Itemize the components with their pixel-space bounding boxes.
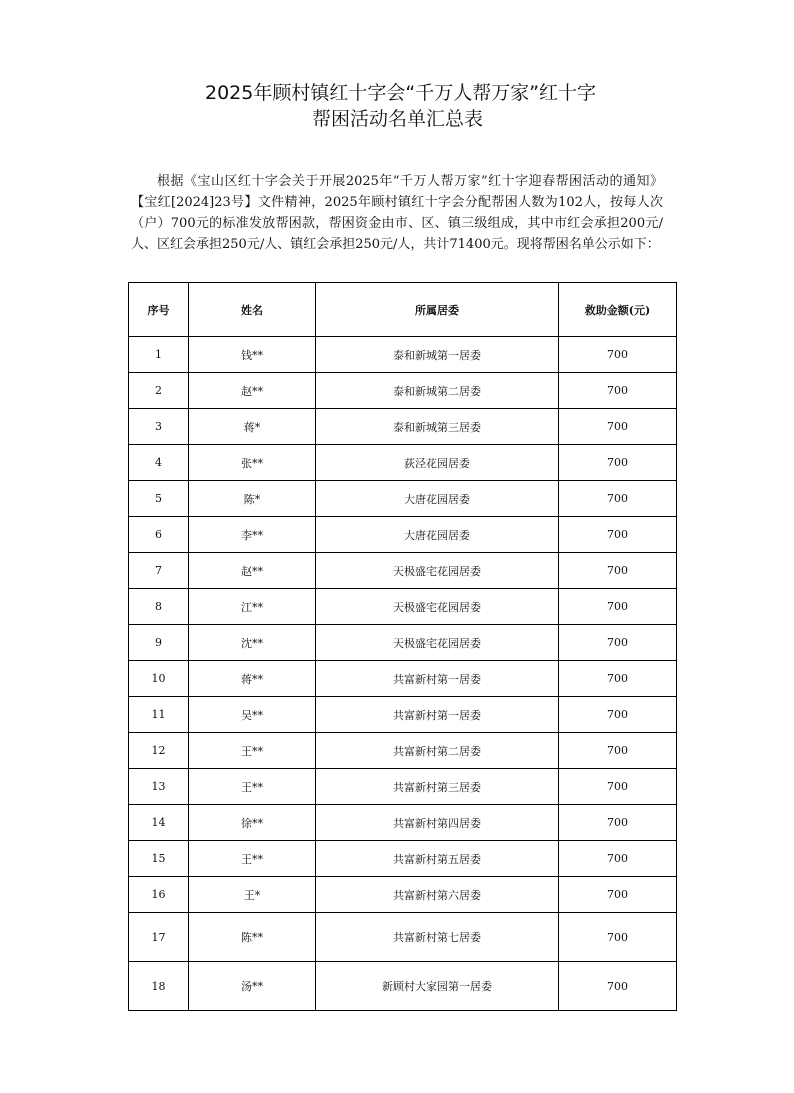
- header-committee: 所属居委: [316, 283, 559, 337]
- cell-amount: 700: [559, 913, 677, 962]
- cell-name: 陈*: [189, 481, 316, 517]
- cell-index: 15: [129, 841, 189, 877]
- table-row: [129, 625, 677, 661]
- cell-name: 张**: [189, 445, 316, 481]
- cell-index: 5: [129, 481, 189, 517]
- cell-name: 李**: [189, 517, 316, 553]
- cell-index: 18: [129, 962, 189, 1011]
- table-row: [129, 841, 677, 877]
- cell-index: 9: [129, 625, 189, 661]
- cell-index: 4: [129, 445, 189, 481]
- cell-name: 赵**: [189, 373, 316, 409]
- table-row: [129, 733, 677, 769]
- cell-name: 蒋**: [189, 661, 316, 697]
- cell-committee: 天极盛宅花园居委: [316, 553, 559, 589]
- table-row: [129, 589, 677, 625]
- cell-committee: 新顾村大家园第一居委: [316, 962, 559, 1011]
- cell-committee: 泰和新城第一居委: [316, 337, 559, 373]
- table-row: [129, 769, 677, 805]
- table-row: [129, 445, 677, 481]
- cell-amount: 700: [559, 409, 677, 445]
- cell-amount: 700: [559, 805, 677, 841]
- table-row: [129, 913, 677, 962]
- cell-index: 14: [129, 805, 189, 841]
- cell-committee: 共富新村第五居委: [316, 841, 559, 877]
- cell-name: 王**: [189, 733, 316, 769]
- cell-name: 徐**: [189, 805, 316, 841]
- cell-name: 赵**: [189, 553, 316, 589]
- cell-amount: 700: [559, 877, 677, 913]
- cell-amount: 700: [559, 697, 677, 733]
- cell-committee: 共富新村第三居委: [316, 769, 559, 805]
- header-name: 姓名: [189, 283, 316, 337]
- cell-name: 王**: [189, 841, 316, 877]
- table-row: [129, 661, 677, 697]
- intro-paragraph: 根据《宝山区红十字会关于开展2025年“千万人帮万家”红十字迎春帮困活动的通知》【宝红[2024]23号】文件精神，2025年顾村镇红十字会分配帮困人数为102人，按每人次（户）700元的标准发放帮困款，帮困资金由市、区、镇三级组成，其中市红会承担200元/人、区红会承担250元/人、镇红会承担250元/人，共计71400元。现将帮困名单公示如下：: [131, 174, 663, 252]
- aid-list-table: [128, 282, 677, 1011]
- cell-amount: 700: [559, 661, 677, 697]
- cell-committee: 共富新村第二居委: [316, 733, 559, 769]
- cell-index: 6: [129, 517, 189, 553]
- cell-committee: 泰和新城第二居委: [316, 373, 559, 409]
- table-row: [129, 481, 677, 517]
- cell-index: 16: [129, 877, 189, 913]
- cell-name: 汤**: [189, 962, 316, 1011]
- table-row: [129, 962, 677, 1011]
- cell-amount: 700: [559, 962, 677, 1011]
- cell-committee: 天极盛宅花园居委: [316, 625, 559, 661]
- cell-name: 陈**: [189, 913, 316, 962]
- cell-amount: 700: [559, 733, 677, 769]
- cell-committee: 大唐花园居委: [316, 481, 559, 517]
- cell-amount: 700: [559, 373, 677, 409]
- table-header-row: [129, 283, 677, 337]
- cell-index: 8: [129, 589, 189, 625]
- cell-committee: 共富新村第四居委: [316, 805, 559, 841]
- table-row: [129, 553, 677, 589]
- table-row: [129, 373, 677, 409]
- table-row: [129, 337, 677, 373]
- header-index: 序号: [129, 283, 189, 337]
- cell-committee: 共富新村第六居委: [316, 877, 559, 913]
- cell-name: 王**: [189, 769, 316, 805]
- cell-committee: 共富新村第七居委: [316, 913, 559, 962]
- cell-amount: 700: [559, 337, 677, 373]
- cell-index: 13: [129, 769, 189, 805]
- table-row: [129, 877, 677, 913]
- table-row: [129, 697, 677, 733]
- cell-amount: 700: [559, 517, 677, 553]
- cell-index: 3: [129, 409, 189, 445]
- cell-index: 7: [129, 553, 189, 589]
- cell-index: 2: [129, 373, 189, 409]
- title-line-2: 帮困活动名单汇总表: [312, 108, 484, 130]
- table-row: [129, 805, 677, 841]
- cell-amount: 700: [559, 445, 677, 481]
- cell-name: 沈**: [189, 625, 316, 661]
- header-amount: 救助金额(元): [559, 283, 677, 337]
- cell-index: 12: [129, 733, 189, 769]
- cell-amount: 700: [559, 841, 677, 877]
- cell-index: 17: [129, 913, 189, 962]
- cell-committee: 泰和新城第三居委: [316, 409, 559, 445]
- cell-amount: 700: [559, 481, 677, 517]
- title-line-1: 2025年顾村镇红十字会“千万人帮万家”红十字: [205, 82, 597, 104]
- cell-amount: 700: [559, 769, 677, 805]
- cell-committee: 共富新村第一居委: [316, 661, 559, 697]
- cell-amount: 700: [559, 589, 677, 625]
- cell-committee: 大唐花园居委: [316, 517, 559, 553]
- table-row: [129, 409, 677, 445]
- table-row: [129, 517, 677, 553]
- cell-amount: 700: [559, 625, 677, 661]
- cell-name: 江**: [189, 589, 316, 625]
- cell-index: 1: [129, 337, 189, 373]
- cell-name: 蒋*: [189, 409, 316, 445]
- cell-committee: 共富新村第一居委: [316, 697, 559, 733]
- cell-index: 10: [129, 661, 189, 697]
- cell-name: 吴**: [189, 697, 316, 733]
- cell-amount: 700: [559, 553, 677, 589]
- cell-committee: 天极盛宅花园居委: [316, 589, 559, 625]
- cell-name: 钱**: [189, 337, 316, 373]
- cell-index: 11: [129, 697, 189, 733]
- cell-name: 王*: [189, 877, 316, 913]
- cell-committee: 荻泾花园居委: [316, 445, 559, 481]
